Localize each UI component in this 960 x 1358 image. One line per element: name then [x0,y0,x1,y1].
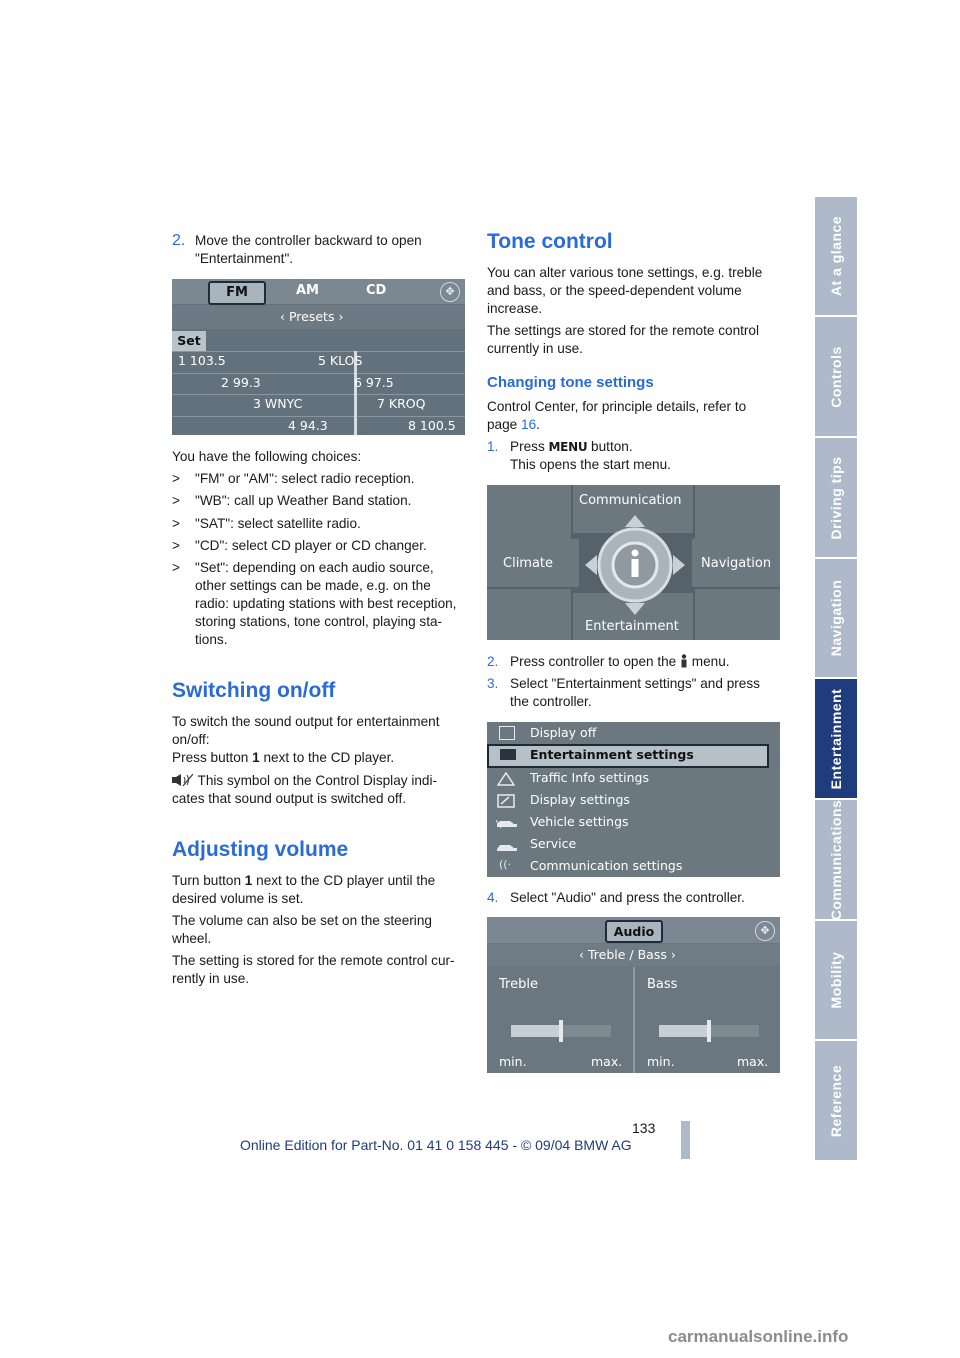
joystick-icon[interactable]: ✥ [440,282,460,302]
step-2-right: 2. [487,654,499,669]
tab-am[interactable]: AM [296,283,319,298]
preset-4[interactable]: 4 94.3 [288,418,328,433]
tab-cd[interactable]: CD [366,283,387,298]
settings-item[interactable]: Service [487,833,780,855]
step-1-text: Press MENU button. [510,439,633,454]
communication-label: Communication [579,493,682,508]
settings-menu-screen [487,722,780,877]
switching-heading: Switching on/off [172,679,336,702]
settings-item[interactable]: Traffic Info settings [487,767,780,789]
communication-settings-icon: ((· [499,858,512,871]
tone-control-heading: Tone control [487,230,613,253]
tab-label: Entertainment [828,688,844,789]
settings-item[interactable]: Display off [487,722,780,744]
tab-controls[interactable] [815,317,857,438]
volume-text: desired volume is set. [172,891,304,906]
step-3-text: the controller. [510,694,592,709]
preset-6[interactable]: 6 97.5 [354,375,394,390]
choices-intro: You have the following choices: [172,449,362,464]
tone-text: currently in use. [487,341,583,356]
treble-slider[interactable] [511,1025,611,1037]
step-1: 1. [487,439,499,454]
preset-1[interactable]: 1 103.5 [178,353,226,368]
tab-fm[interactable] [208,281,266,305]
step-3-text: Select "Entertainment settings" and press [510,676,760,691]
bass-max-label: max. [737,1054,769,1069]
entertainment-label: Entertainment [585,619,679,634]
tone-text: increase. [487,301,543,316]
settings-item[interactable]: Vehicle settings [487,811,780,833]
step-4: 4. [487,890,499,905]
page-link[interactable]: 16 [521,417,537,432]
treble-slider-knob[interactable] [559,1020,563,1042]
tab-label: Controls [828,345,844,408]
changing-tone-heading: Changing tone settings [487,374,654,391]
tab-navigation[interactable] [815,559,857,679]
switch-text: on/off: [172,732,210,747]
tab-label: At a glance [828,215,844,297]
tab-mobility[interactable] [815,921,857,1041]
step-1-text: This opens the start menu. [510,457,671,472]
symbol-text: cates that sound output is switched off. [172,791,407,806]
tab-driving-tips[interactable] [815,438,857,559]
info-icon [680,654,688,668]
presets-label[interactable]: ‹ Presets › [280,309,344,324]
tab-label: Mobility [828,951,844,1009]
preset-7[interactable]: 7 KROQ [377,396,426,411]
bass-slider-fill [659,1025,709,1037]
bass-label: Bass [647,977,678,992]
traffic-info-icon [497,771,515,790]
entertainment-settings-icon [500,749,516,760]
navigation-label: Navigation [701,556,772,571]
edition-footer: Online Edition for Part-No. 01 41 0 158 445 - © 09/04 BMW AG [240,1137,632,1153]
tab-at-a-glance[interactable] [815,197,857,317]
bass-slider[interactable] [659,1025,759,1037]
treble-max-label: max. [591,1054,623,1069]
display-settings-icon [497,793,515,812]
preset-5[interactable]: 5 KLOS [318,353,363,368]
tab-entertainment[interactable] [815,679,857,800]
preset-3[interactable]: 3 WNYC [253,396,303,411]
preset-2[interactable]: 2 99.3 [221,375,261,390]
tone-text: and bass, or the speed-dependent volume [487,283,742,298]
bass-slider-knob[interactable] [707,1020,711,1042]
settings-item-selected[interactable]: Entertainment settings [487,744,769,768]
audio-screen [487,917,780,1073]
tab-communications[interactable] [815,800,857,921]
volume-text: wheel. [172,931,212,946]
start-menu-screen [487,485,780,640]
step-number: 2. [172,232,186,249]
audio-tab[interactable]: Audio [605,920,663,943]
tone-text: You can alter various tone settings, e.g. treble [487,265,763,280]
cc-text: Control Center, for principle details, refer to [487,399,747,414]
treble-min-label: min. [499,1054,527,1069]
switch-text: To switch the sound output for entertainment [172,714,440,729]
sound-off-icon [172,773,194,785]
settings-item[interactable]: Display settings [487,789,780,811]
tab-label: Navigation [828,579,844,657]
presets-text: Presets [288,309,335,324]
cc-text: page 16. [487,417,540,432]
page-marker-bar [681,1121,690,1159]
treble-label: Treble [499,977,538,992]
page-number: 133 [632,1120,656,1136]
step-4-text: Select "Audio" and press the controller. [510,890,745,905]
volume-text: The setting is stored for the remote control cur- [172,953,455,968]
set-button[interactable]: Set [172,331,206,351]
tab-label: Reference [828,1064,844,1137]
switch-text: Press button 1 next to the CD player. [172,750,395,765]
bass-min-label: min. [647,1054,675,1069]
controller-icon[interactable] [583,513,687,617]
joystick-icon[interactable]: ✥ [755,921,775,941]
step-2-text: Press controller to open the menu. [510,654,730,669]
tab-reference[interactable] [815,1041,857,1162]
volume-text: The volume can also be set on the steering [172,913,432,928]
treble-bass-selector[interactable]: ‹ Treble / Bass › [579,947,676,962]
step-3: 3. [487,676,499,691]
tab-label: Driving tips [828,455,844,540]
menu-key-icon: MENU [548,440,588,454]
treble-slider-fill [511,1025,561,1037]
volume-text: Turn button 1 next to the CD player until the [172,873,436,888]
tab-label: Communications [828,799,844,920]
watermark: carmanualsonline.info [668,1327,849,1346]
vehicle-settings-icon [495,815,519,834]
step-text: Move the controller backward to open [195,233,422,248]
symbol-text: This symbol on the Control Display indi- [172,772,437,790]
tone-text: The settings are stored for the remote control [487,323,760,338]
settings-item[interactable]: ((· Communication settings [499,858,683,873]
volume-heading: Adjusting volume [172,838,349,861]
step-text: "Entertainment". [195,251,294,266]
volume-text: rently in use. [172,971,250,986]
display-off-icon [499,726,515,740]
preset-8[interactable]: 8 100.5 [408,418,456,433]
radio-presets-screen [172,279,465,435]
tab-fm-label: FM [226,285,248,300]
climate-label: Climate [503,556,554,571]
